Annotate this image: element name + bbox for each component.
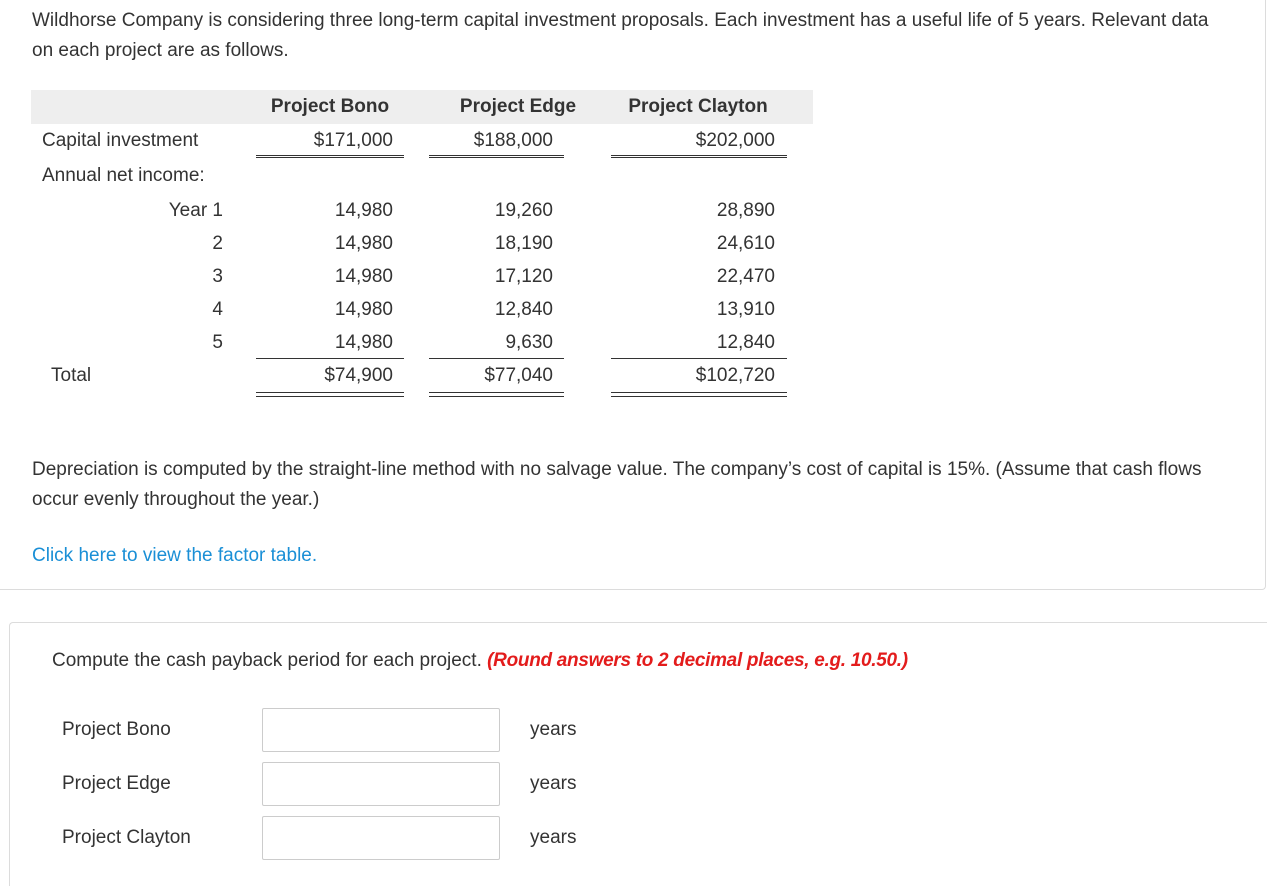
total-clayton: $102,720 (695, 365, 775, 386)
answer-label-clayton: Project Clayton (62, 827, 191, 848)
rounding-hint: (Round answers to 2 decimal places, e.g. 10.50.) (487, 650, 908, 671)
income-clayton-y1: 28,890 (716, 200, 775, 221)
answer-label-bono: Project Bono (62, 719, 171, 740)
answer-unit-clayton: years (530, 827, 577, 848)
total-edge: $77,040 (484, 365, 553, 386)
total-underline-bono (256, 392, 404, 397)
answer-unit-bono: years (530, 719, 577, 740)
depreciation-note: Depreciation is computed by the straight-line method with no salvage value. The company’s cost of capital is 15%. (Assume that cash flows occur evenly throughout the year.) (32, 459, 1202, 510)
capital-clayton: $202,000 (695, 130, 775, 151)
question-text (52, 647, 908, 675)
income-bono-y3: 14,980 (334, 266, 393, 287)
income-bono-y2: 14,980 (334, 233, 393, 254)
project-data-table (31, 90, 813, 410)
question-instruction: Compute the cash payback period for each project. (52, 650, 482, 671)
payback-input-edge[interactable] (262, 762, 500, 806)
year-label-3: 3 (212, 266, 223, 287)
income-edge-y1: 19,260 (494, 200, 553, 221)
subtotal-line-clayton (611, 358, 787, 359)
total-bono: $74,900 (324, 365, 393, 386)
income-bono-y1: 14,980 (334, 200, 393, 221)
income-clayton-y3: 22,470 (716, 266, 775, 287)
total-label: Total (51, 365, 92, 386)
total-underline-clayton (611, 392, 787, 397)
capital-edge: $188,000 (473, 130, 553, 151)
capital-underline-edge (429, 155, 564, 158)
income-edge-y2: 18,190 (494, 233, 553, 254)
capital-bono: $171,000 (313, 130, 393, 151)
capital-underline-bono (256, 155, 404, 158)
intro-text: Wildhorse Company is considering three long-term capital investment proposals. Each investment has a useful life of 5 years. Relevant data on each project are as follows. (32, 10, 1209, 61)
income-edge-y4: 12,840 (494, 299, 553, 320)
factor-table-link[interactable]: Click here to view the factor table. (32, 545, 318, 566)
income-edge-y3: 17,120 (494, 266, 553, 287)
payback-input-bono[interactable] (262, 708, 500, 752)
year-label-4: 4 (212, 299, 223, 320)
header-project-edge: Project Edge (459, 96, 577, 117)
year-label-1: Year 1 (168, 200, 223, 221)
answer-label-edge: Project Edge (62, 773, 171, 794)
total-underline-edge (429, 392, 564, 397)
income-bono-y4: 14,980 (334, 299, 393, 320)
annual-net-income-label: Annual net income: (42, 165, 205, 186)
subtotal-line-bono (256, 358, 404, 359)
header-project-bono: Project Bono (270, 96, 390, 117)
year-label-2: 2 (212, 233, 223, 254)
income-clayton-y2: 24,610 (716, 233, 775, 254)
income-edge-y5: 9,630 (505, 332, 553, 353)
income-clayton-y4: 13,910 (716, 299, 775, 320)
capital-investment-label: Capital investment (42, 130, 199, 151)
answer-unit-edge: years (530, 773, 577, 794)
income-clayton-y5: 12,840 (716, 332, 775, 353)
capital-underline-clayton (611, 155, 787, 158)
year-label-5: 5 (212, 332, 223, 353)
subtotal-line-edge (429, 358, 564, 359)
payback-input-clayton[interactable] (262, 816, 500, 860)
header-project-clayton: Project Clayton (628, 96, 768, 117)
income-bono-y5: 14,980 (334, 332, 393, 353)
